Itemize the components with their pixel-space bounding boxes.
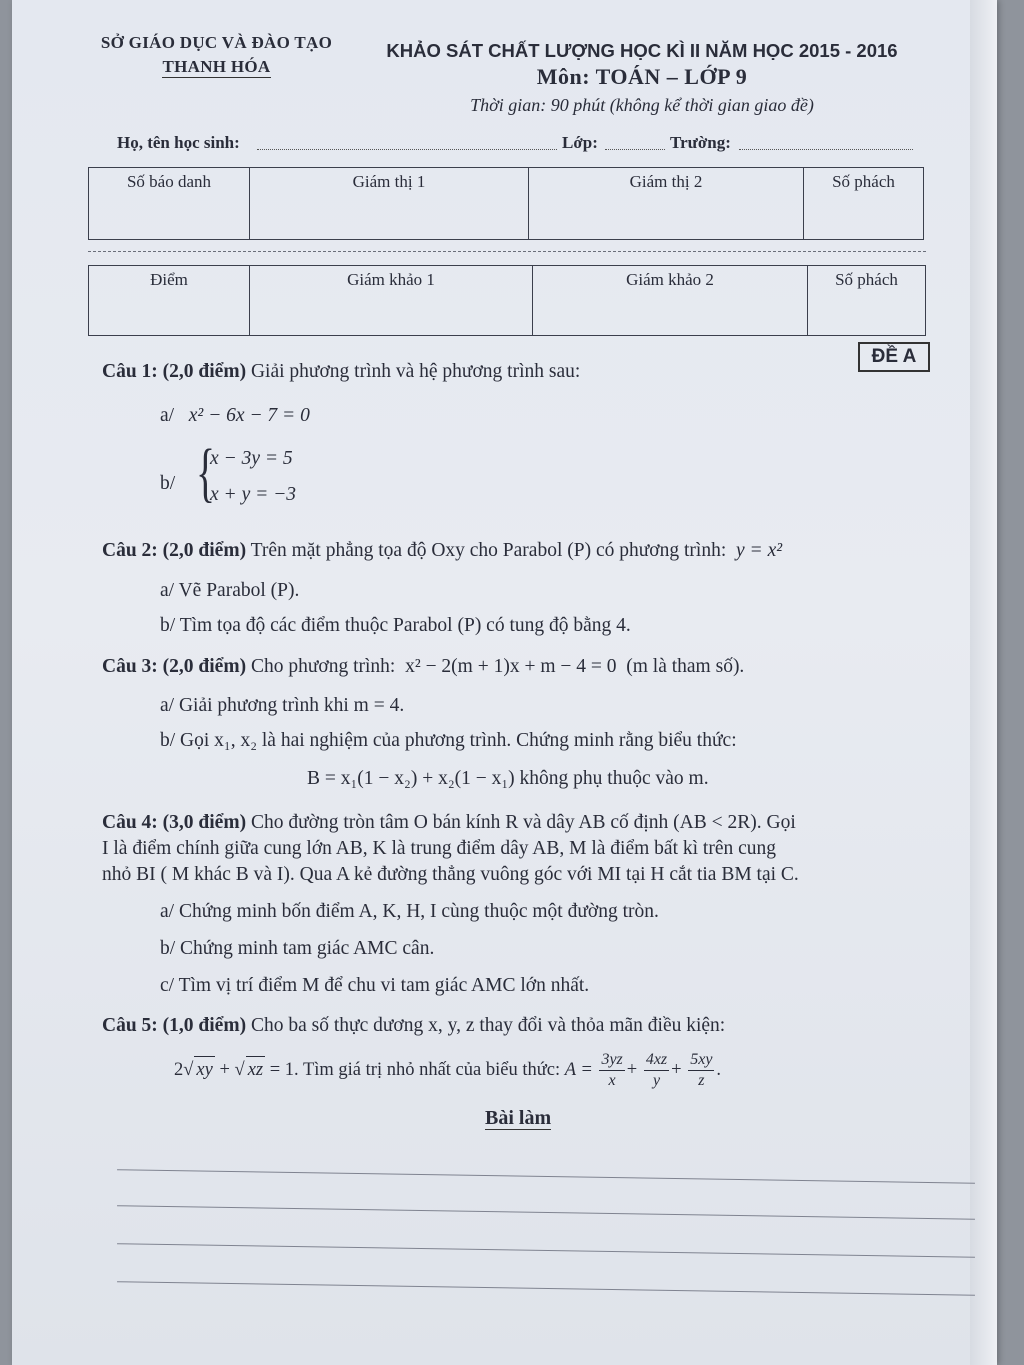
q1-label: Câu 1: (2,0 điểm) [102,361,247,382]
q2-equation: y = x² [736,540,783,561]
q2-part-b: b/ Tìm tọa độ các điểm thuộc Parabol (P) có tung độ bằng 4. [160,615,631,636]
system-eq-1: x − 3y = 5 [210,448,293,469]
exam-title: KHẢO SÁT CHẤT LƯỢNG HỌC KÌ II NĂM HỌC 2015 - 2016 [386,40,898,61]
writing-line[interactable] [117,1169,975,1183]
q4-part-b: b/ Chứng minh tam giác AMC cân. [160,938,435,959]
q5-condition-line: 2√ xy + √ xz = 1. Tìm giá trị nhỏ nhất của biểu thức: A = $\frac{3yz}{x}$ + $\frac{4xz}{y}$ + $\frac{5xy}{z}$ . [174,1051,722,1089]
cell-candidate-number: Số báo danh [89,168,250,240]
school-field[interactable] [739,149,913,150]
exam-page [12,0,997,1365]
q1-text: Giải phương trình và hệ phương trình sau: [246,361,581,382]
name-label: Họ, tên học sinh: [117,133,240,152]
q4-line-3: nhỏ BI ( M khác B và I). Qua A kẻ đường thẳng vuông góc với MI tại H cắt tia BM tại C. [102,864,799,885]
q1-system [160,436,380,514]
q4-line-2: I là điểm chính giữa cung lớn AB, K là trung điểm dây AB, M là điểm bất kì trên cung [102,838,777,859]
writing-line[interactable] [117,1281,975,1295]
invigilator-table [88,167,924,240]
department-name: SỞ GIÁO DỤC VÀ ĐÀO TẠO [100,33,333,52]
q5-expression: A = [564,1059,598,1080]
cell-grader-1: Giám khảo 1 [250,266,533,336]
cell-invigilator-2: Giám thị 2 [529,168,804,240]
q1-part-a: a/ x² − 6x − 7 = 0 [160,405,310,426]
school-label: Trường: [670,133,731,152]
q4-part-a: a/ Chứng minh bốn điểm A, K, H, I cùng thuộc một đường tròn. [160,901,659,922]
subject: Môn: TOÁN – LỚP 9 [536,64,748,89]
cell-invigilator-1: Giám thị 1 [250,168,529,240]
q1-part-b-label: b/ [160,473,176,494]
fraction-3: $\frac{5xy}{z}$ [690,1051,713,1089]
question-4: Câu 4: (3,0 điểm) Cho đường tròn tâm O bán kính R và dây AB cố định (AB < 2R). Gọi [102,812,796,833]
exam-time: Thời gian: 90 phút (không kể thời gian giao đề) [470,95,814,115]
q4-label: Câu 4: (3,0 điểm) [102,812,247,833]
name-field[interactable] [257,149,557,150]
question-1 [102,358,580,385]
class-label: Lớp: [562,133,598,152]
q4-part-c: c/ Tìm vị trí điểm M để chu vi tam giác AMC lớn nhất. [160,975,590,996]
q1-equation: x² − 6x − 7 = 0 [188,405,310,426]
q5-label: Câu 5: (1,0 điểm) [102,1015,247,1036]
answer-heading: Bài làm [485,1107,552,1129]
q2-part-a: a/ Vẽ Parabol (P). [160,580,300,601]
cell-code-2: Số phách [808,266,926,336]
writing-line[interactable] [117,1243,975,1257]
q3-equation: x² − 2(m + 1)x + m − 4 = 0 [405,656,617,677]
q3-part-a: a/ Giải phương trình khi m = 4. [160,695,405,716]
class-field[interactable] [605,149,665,150]
question-2: Câu 2: (2,0 điểm) Trên mặt phẳng tọa độ Oxy cho Parabol (P) có phương trình: y = x² [102,540,783,561]
system-eq-2: x + y = −3 [210,484,297,505]
fraction-1: $\frac{3yz}{x}$ [601,1051,623,1089]
q2-label: Câu 2: (2,0 điểm) [102,540,247,561]
brace-symbol: { [196,436,216,509]
cut-line [88,251,926,252]
cell-grader-2: Giám khảo 2 [533,266,808,336]
province-name: THANH HÓA [162,57,271,76]
grader-table [88,265,926,336]
q3-part-b: b/ Gọi x₁, x₂ là hai nghiệm của phương trình. Chứng minh rằng biểu thức: [160,730,737,751]
q3-label: Câu 3: (2,0 điểm) [102,656,247,677]
question-3: Câu 3: (2,0 điểm) Cho phương trình: x² − 2(m + 1)x + m − 4 = 0 (m là tham số). [102,656,745,677]
question-5: Câu 5: (1,0 điểm) Cho ba số thực dương x, y, z thay đổi và thỏa mãn điều kiện: [102,1015,726,1036]
cell-score: Điểm [89,266,250,336]
writing-line[interactable] [117,1205,975,1219]
q3-expression: B = x₁(1 − x₂) + x₂(1 − x₁) không phụ thuộc vào m. [307,768,709,789]
cell-code: Số phách [804,168,924,240]
page-edge [970,0,997,1365]
student-info-line [117,133,917,157]
fraction-2: $\frac{4xz}{y}$ [645,1051,668,1089]
exam-version-badge: ĐỀ A [858,342,930,372]
